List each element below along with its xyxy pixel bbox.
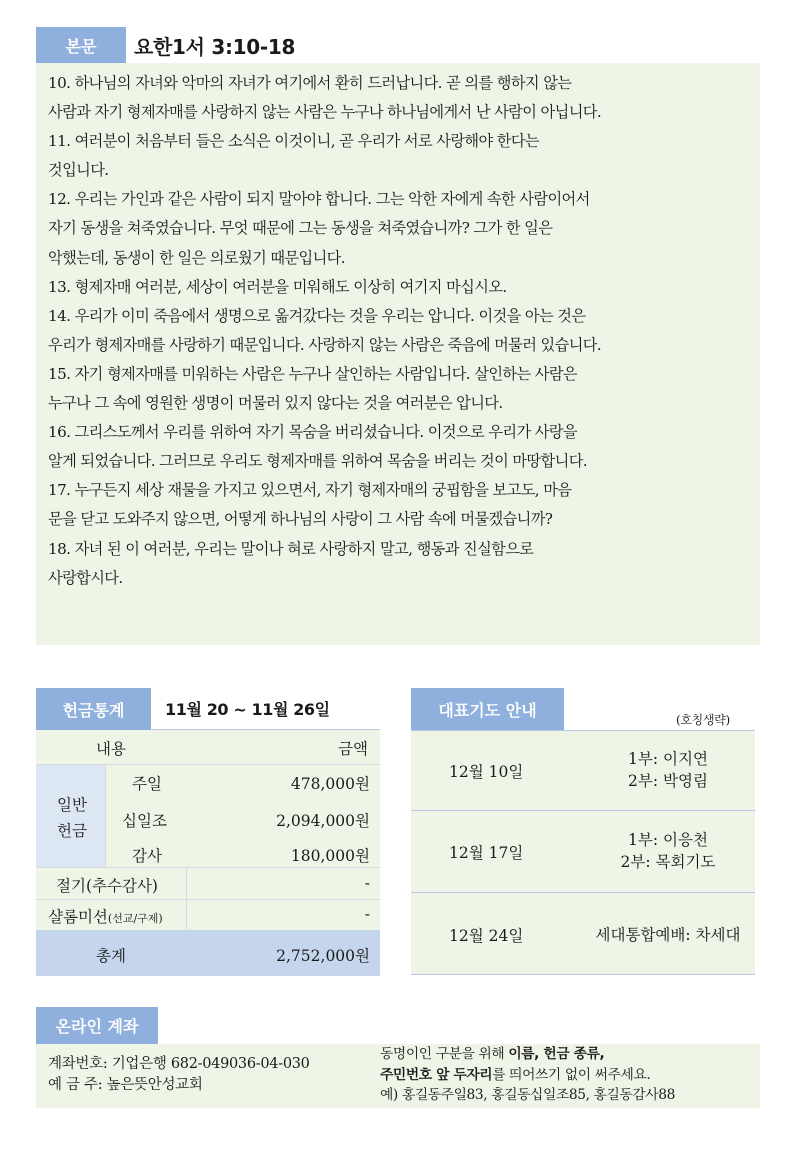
prayer-leader: 2부: 박영림: [628, 772, 708, 790]
verse-line: 18. 자녀 된 이 여러분, 우리는 말이나 혀로 사랑하지 말고, 행동과 진실함으로: [48, 539, 534, 558]
prayer-tab-label: 대표기도 안내: [438, 700, 537, 720]
note-bold-2: 주민번호 앞 두자리: [380, 1066, 493, 1083]
shalom-mission-label: [48, 905, 163, 927]
offering-item: 감사: [132, 847, 162, 865]
verse-line: 11. 여러분이 처음부터 들은 소식은 이것이니, 곧 우리가 서로 사랑해야 한다는: [48, 132, 539, 151]
deposit-note: [380, 1044, 675, 1106]
verse-line: 악했는데, 동생이 한 일은 의로웠기 때문입니다.: [48, 248, 345, 267]
table-divider: [105, 765, 106, 867]
table-divider: [36, 867, 380, 868]
online-account-tab-label: 온라인 계좌: [55, 1017, 139, 1036]
prayer-date: 12월 24일: [449, 927, 524, 945]
account-holder: 예 금 주: 높은뜻안성교회: [48, 1077, 203, 1093]
verse-line: 16. 그리스도께서 우리를 위하여 자기 목숨을 버리셨습니다. 이것으로 우리가 사랑을: [48, 423, 577, 442]
prayer-row: [411, 811, 755, 893]
offering-amount: 2,094,000원: [276, 812, 370, 830]
general-offering-cell: [36, 765, 105, 867]
general-offering-label-2: 헌금: [57, 822, 87, 840]
online-account-box: [36, 1044, 760, 1108]
prayer-row: [411, 893, 755, 975]
offering-header-item: 내용: [96, 740, 126, 758]
prayer-date: 12월 17일: [449, 844, 524, 862]
seasonal-offering-label: 절기(추수감사): [56, 877, 158, 895]
prayer-leader: 1부: 이지연: [628, 750, 708, 768]
general-offering-label-1: 일반: [57, 796, 87, 814]
prayer-table: [411, 730, 755, 974]
scripture-text: [36, 63, 760, 645]
offering-table: [36, 730, 380, 976]
table-divider: [36, 899, 380, 900]
shalom-mission-sub: (선교/구제): [107, 912, 163, 925]
prayer-date: 12월 10일: [449, 763, 524, 781]
verse-line: 우리가 형제자매를 사랑하기 때문입니다. 사랑하지 않는 사람은 죽음에 머물러 있습니다.: [48, 335, 602, 354]
verse-line: 것입니다.: [48, 161, 109, 180]
verse-line: 14. 우리가 이미 죽음에서 생명으로 옮겨갔다는 것을 우리는 압니다. 이것을 아는 것은: [48, 306, 586, 325]
shalom-mission-amount: -: [364, 905, 370, 923]
prayer-leader: 1부: 이응천: [628, 831, 708, 849]
verse-line: 문을 닫고 도와주지 않으면, 어떻게 하나님의 사랑이 그 사람 속에 머물겠습니까?: [48, 510, 553, 529]
prayer-row: [411, 731, 755, 811]
verse-line: 누구나 그 속에 영원한 생명이 머물러 있지 않다는 것을 여러분은 압니다.: [48, 394, 503, 413]
online-account-tab: [36, 1007, 158, 1044]
offering-item: 주일: [132, 775, 162, 793]
offering-tab: [36, 688, 151, 730]
verse-line: 사람과 자기 형제자매를 사랑하지 않는 사람은 누구나 하나님에게서 난 사람이 아닙니다.: [48, 103, 602, 122]
offering-tab-label: 헌금통계: [62, 700, 125, 720]
note-suffix: 를 띄어쓰기 없이 써주세요.: [492, 1066, 651, 1083]
verse-line: 17. 누구든지 세상 재물을 가지고 있으면서, 자기 형제자매의 궁핍함을 보고도, 마음: [48, 481, 572, 500]
verse-line: 알게 되었습니다. 그러므로 우리도 형제자매를 위하여 목숨을 버리는 것이 마땅합니다.: [48, 452, 587, 471]
verse-line: 15. 자기 형제자매를 미워하는 사람은 누구나 살인하는 사람입니다. 살인하는 사람은: [48, 364, 577, 383]
verse-line: 자기 동생을 쳐죽였습니다. 무엇 때문에 그는 동생을 쳐죽였습니까? 그가 한 일은: [48, 219, 553, 238]
prayer-note: (호칭생략): [676, 713, 730, 727]
note-bold-1: 이름, 헌금 종류,: [508, 1046, 605, 1062]
account-number: 계좌번호: 기업은행 682-049036-04-030: [48, 1056, 310, 1072]
verse-line: 10. 하나님의 자녀와 악마의 자녀가 여기에서 환히 드러납니다. 곧 의를 행하지 않는: [48, 74, 572, 92]
total-label: 총계: [96, 947, 126, 965]
seasonal-offering-amount: -: [364, 874, 370, 892]
offering-amount: 180,000원: [290, 847, 370, 865]
note-prefix: 동명이인 구분을 위해: [380, 1046, 509, 1062]
verse-line: 12. 우리는 가인과 같은 사람이 되지 말아야 합니다. 그는 악한 자에게 속한 사람이어서: [48, 190, 590, 209]
verse-line: 13. 형제자매 여러분, 세상이 여러분을 미워해도 이상히 여기지 마십시오.: [48, 277, 507, 296]
total-amount: 2,752,000원: [276, 947, 370, 965]
verse-line: 사랑합시다.: [48, 568, 123, 587]
offering-period: 11월 20 ~ 11월 26일: [165, 700, 330, 719]
shalom-mission-title: 샬롬미션: [48, 908, 108, 926]
note-example: 예) 홍길동주일83, 홍길동십일조85, 홍길동감사88: [380, 1087, 675, 1103]
prayer-leader: 2부: 목회기도: [620, 853, 716, 871]
scripture-tab-label: 본문: [65, 36, 97, 56]
offering-amount: 478,000원: [290, 775, 370, 793]
scripture-reference: 요한1서 3:10-18: [134, 35, 296, 59]
prayer-leader: 세대통합예배: 차세대: [595, 926, 741, 944]
prayer-tab: [411, 688, 564, 730]
offering-header-amount: 금액: [338, 740, 368, 758]
offering-item: 십일조: [122, 812, 167, 830]
scripture-tab: [36, 27, 126, 63]
